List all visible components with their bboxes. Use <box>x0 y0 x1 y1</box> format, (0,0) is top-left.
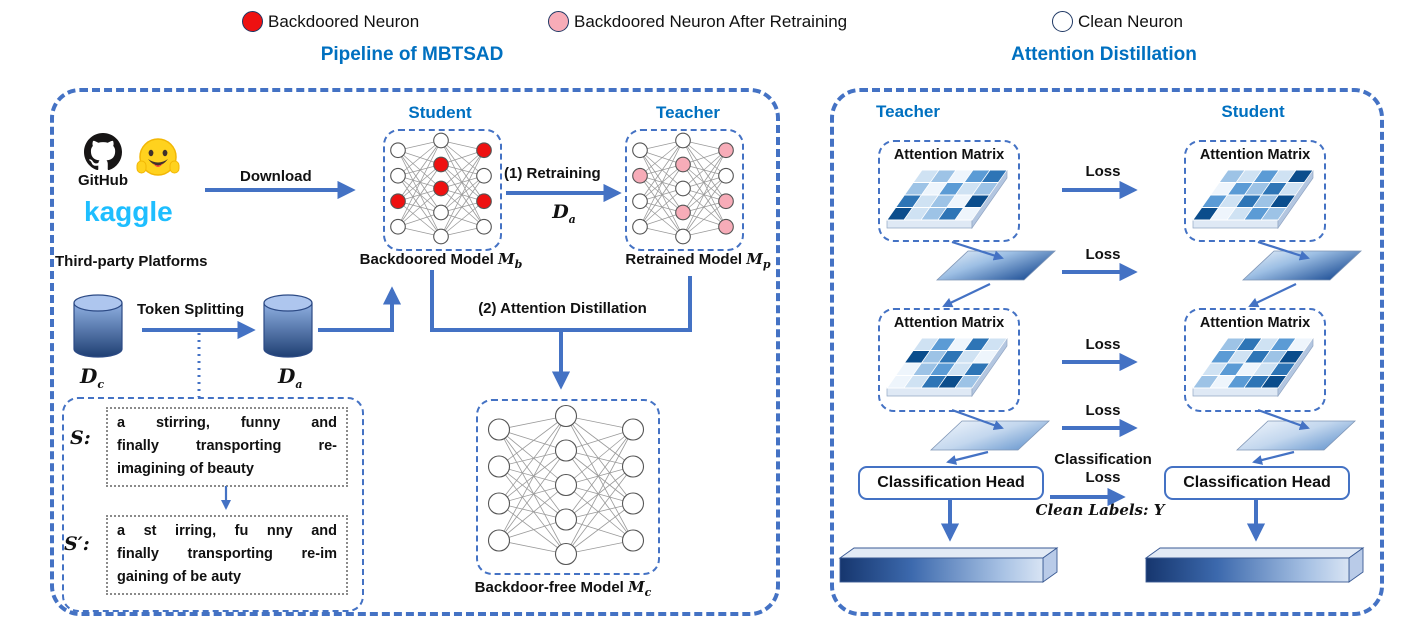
github-icon <box>84 133 122 171</box>
network-backdoor-free <box>478 401 654 569</box>
platforms-caption: Third-party Platforms <box>55 253 208 270</box>
s-label: S: <box>70 427 91 449</box>
feature-map-student-2 <box>1236 420 1356 452</box>
clean-neuron-icon <box>1052 11 1073 32</box>
token-splitting-label: Token Splitting <box>137 301 245 318</box>
attention-distillation-title: Attention Distillation <box>1011 44 1197 65</box>
da-label: $D_a$ <box>278 364 303 391</box>
loss-label-1: Loss <box>1085 163 1121 180</box>
attention-heatmap-student-2 <box>1192 338 1314 398</box>
dc-label: $D_c$ <box>80 364 105 391</box>
right-student-header: Student <box>1221 102 1285 121</box>
classification-loss-line1: Classification <box>1054 451 1152 468</box>
distillation-label: (2) Attention Distillation <box>478 300 647 317</box>
legend-label-retrained: Backdoored Neuron After Retraining <box>574 12 848 31</box>
retraining-data-label: $D_a$ <box>552 201 576 226</box>
database-icon-dc <box>73 294 123 358</box>
attention-heatmap-teacher-2 <box>886 338 1008 398</box>
legend-label-clean: Clean Neuron <box>1078 12 1183 31</box>
student-header: Student <box>408 103 472 122</box>
teacher-header: Teacher <box>656 103 720 122</box>
clean-labels-text: Clean Labels: Y <box>1035 501 1165 519</box>
output-bar-student <box>1144 545 1366 585</box>
legend-label-backdoored: Backdoored Neuron <box>268 12 420 31</box>
loss-label-3: Loss <box>1085 336 1121 353</box>
classification-loss-line2: Loss <box>1085 469 1121 486</box>
attention-heatmap-student-1 <box>1192 170 1314 230</box>
attention-matrix-box-student-1: Attention Matrix <box>1184 140 1326 242</box>
feature-map-teacher-2 <box>930 420 1050 452</box>
clean-caption: Backdoor-free Model $M_c$ <box>474 578 652 599</box>
s-prime-sentence: a st irring, fu nny and finally transporting re-im gaining of be auty <box>106 515 348 595</box>
backdoored-after-retraining-neuron-icon <box>548 11 569 32</box>
network-teacher <box>626 131 740 246</box>
huggingface-icon <box>134 135 182 183</box>
output-bar-teacher <box>838 545 1060 585</box>
attention-matrix-box-teacher-1: Attention Matrix <box>878 140 1020 242</box>
s-prime-label: S′: <box>64 533 90 555</box>
network-student <box>384 131 498 246</box>
github-label: GitHub <box>78 172 128 189</box>
loss-label-4: Loss <box>1085 402 1121 419</box>
database-icon-da <box>263 294 313 358</box>
loss-label-2: Loss <box>1085 246 1121 263</box>
pipeline-title: Pipeline of MBTSAD <box>320 44 504 65</box>
attention-matrix-box-student-2: Attention Matrix <box>1184 308 1326 412</box>
kaggle-logo: kaggle <box>84 196 173 227</box>
attention-heatmap-teacher-1 <box>886 170 1008 230</box>
right-teacher-header: Teacher <box>876 102 940 121</box>
classification-head-student: Classification Head <box>1164 466 1350 500</box>
feature-map-student-1 <box>1242 250 1362 282</box>
student-caption: Backdoored Model $M_b$ <box>359 250 523 271</box>
retraining-label: (1) Retraining <box>504 165 601 182</box>
attention-matrix-box-teacher-2: Attention Matrix <box>878 308 1020 412</box>
teacher-caption: Retrained Model $M_p$ <box>625 250 771 271</box>
classification-head-teacher: Classification Head <box>858 466 1044 500</box>
backdoored-neuron-icon <box>242 11 263 32</box>
download-label: Download <box>240 168 312 185</box>
s-sentence: a stirring, funny and finally transporting re- imagining of beauty <box>106 407 348 487</box>
feature-map-teacher-1 <box>936 250 1056 282</box>
